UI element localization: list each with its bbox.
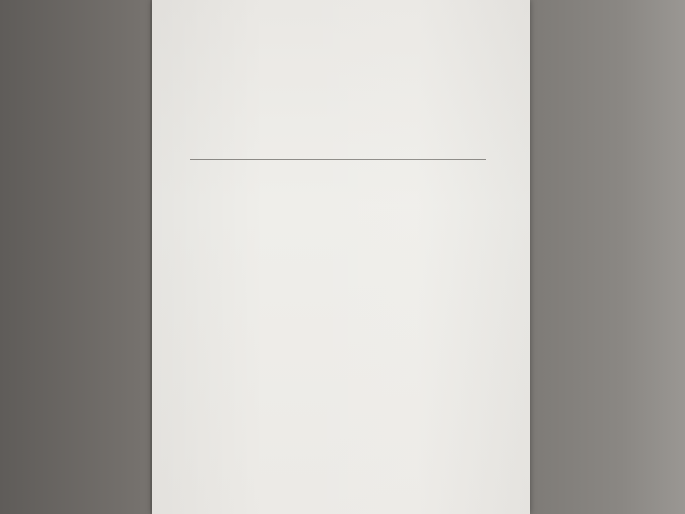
factory-info-column-left <box>192 187 332 194</box>
background-right <box>525 0 685 514</box>
column-header <box>342 187 492 194</box>
section-divider <box>190 159 486 160</box>
background-left <box>0 0 150 514</box>
factory-info-column-right <box>342 187 492 194</box>
paper-shading <box>152 0 530 514</box>
document-page <box>152 0 530 514</box>
column-header <box>192 187 332 194</box>
